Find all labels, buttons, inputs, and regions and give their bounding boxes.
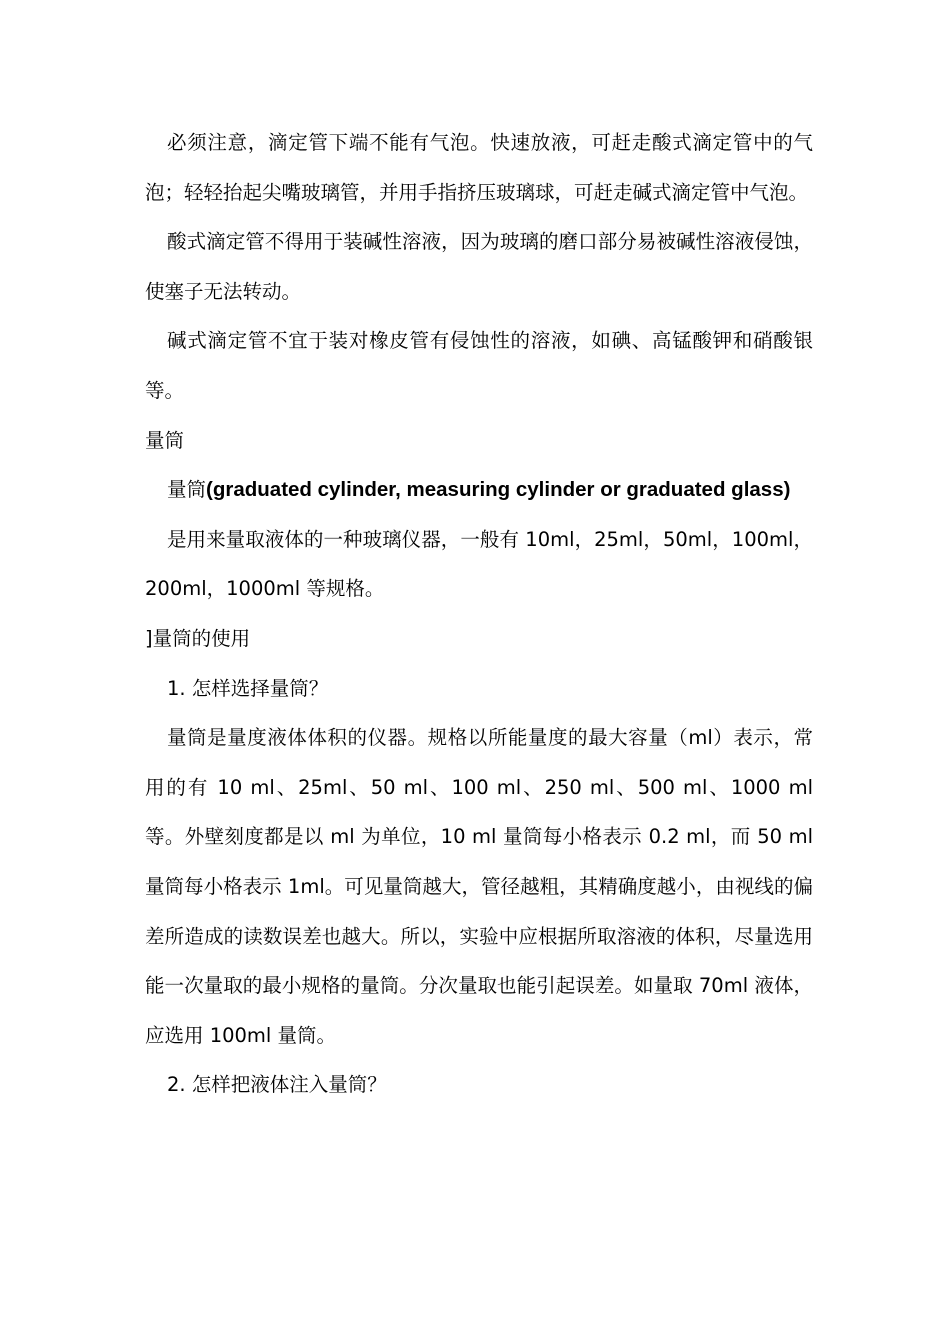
paragraph-cylinder-definition	[145, 465, 813, 515]
paragraph-bubble-note: 必须注意，滴定管下端不能有气泡。快速放液，可赶走酸式滴定管中的气泡；轻轻抬起尖嘴玻璃管，并用手指挤压玻璃球，可赶走碱式滴定管中气泡。	[145, 131, 813, 204]
paragraph-acid-burette: 酸式滴定管不得用于装碱性溶液，因为玻璃的磨口部分易被碱性溶液侵蚀，使塞子无法转动。	[145, 230, 813, 303]
question-pour-liquid: 2. 怎样把液体注入量筒？	[167, 1073, 387, 1097]
paragraph-cylinder-specs: 是用来量取液体的一种玻璃仪器，一般有 10ml，25ml，50ml，100ml，200ml，1000ml 等规格。	[145, 527, 813, 601]
cylinder-english-name: (graduated cylinder, measuring cylinder or graduated glass)	[206, 478, 791, 502]
document-body	[145, 118, 813, 1110]
paragraph-cylinder-selection: 量筒是量度液体体积的仪器。规格以所能量度的最大容量（ml）表示，常用的有 10 ml、25ml、50 ml、100 ml、250 ml、500 ml、1000 ml 等。外壁刻度都是以 ml 为单位，10 ml 量筒每小格表示 0.2 ml，而 50 ml 量筒每小格表示 1ml。可见量筒越大，管径越粗，其精确度越小，由视线的偏差所造成的读数误差也越大。所以，实验中应根据所取溶液的体积，尽量选用能一次量取的最小规格的量筒。分次量取也能引起误差。如量取 70ml 液体，应选用 100ml 量筒。	[145, 726, 813, 1047]
heading-cylinder-usage: ]量筒的使用	[145, 626, 251, 650]
heading-cylinder: 量筒	[145, 428, 185, 452]
cylinder-term: 量筒	[167, 478, 207, 502]
paragraph-base-burette: 碱式滴定管不宜于装对橡皮管有侵蚀性的溶液，如碘、高锰酸钾和硝酸银等。	[145, 329, 813, 402]
question-choose-cylinder: 1. 怎样选择量筒？	[167, 676, 329, 700]
